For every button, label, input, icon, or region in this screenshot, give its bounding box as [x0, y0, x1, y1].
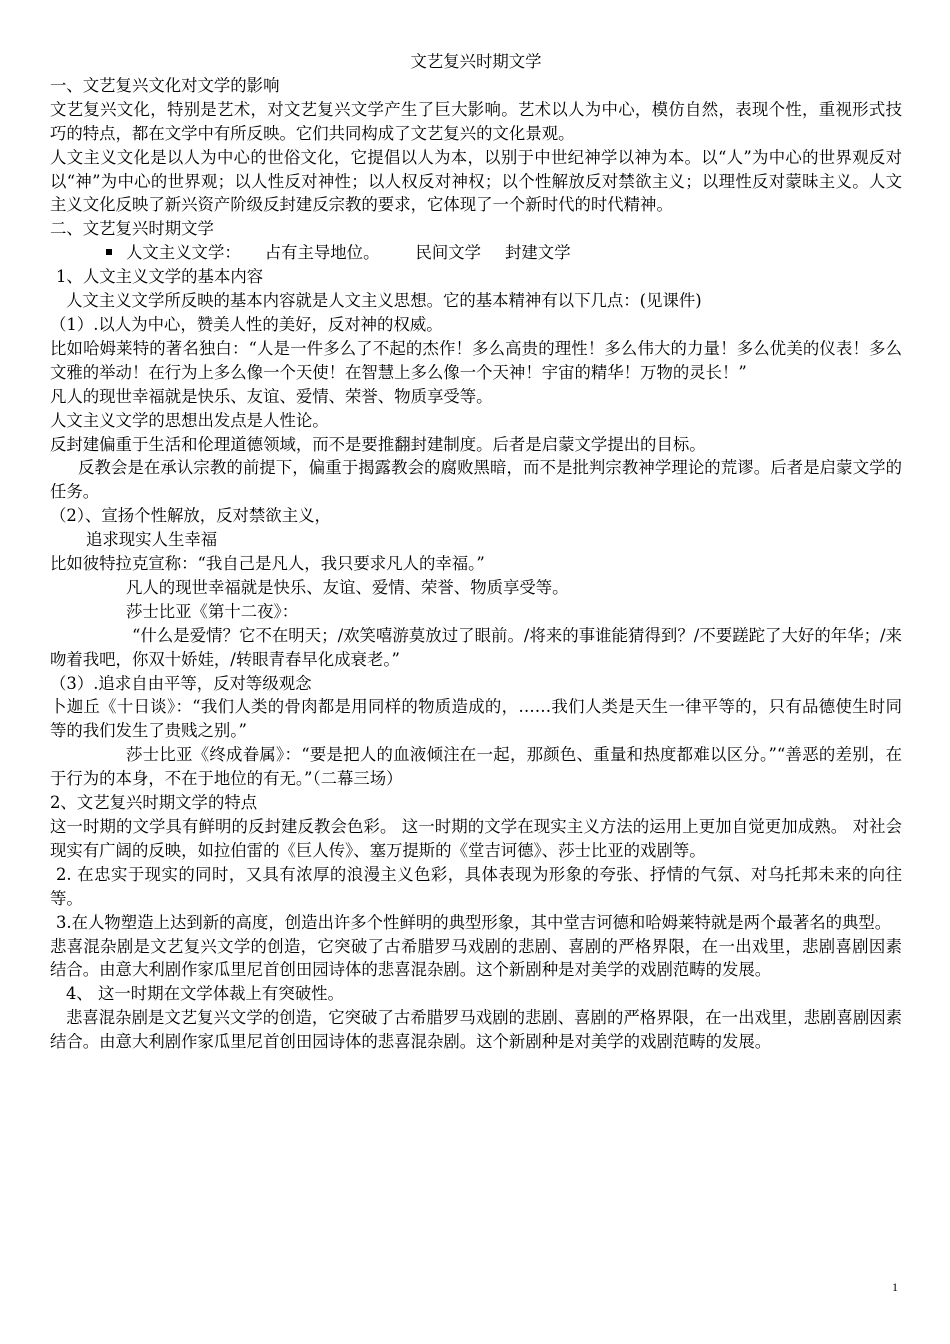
subheading: 1、人文主义文学的基本内容 — [56, 267, 264, 287]
point-heading: （2）、宣扬个性解放，反对禁欲主义， — [50, 506, 331, 526]
paragraph: 反封建偏重于生活和伦理道德领域，而不是要推翻封建制度。后者是启蒙文学提出的目标。 — [50, 434, 706, 454]
bullet-text: 民间文学 — [415, 243, 482, 263]
bullet-line — [50, 241, 902, 265]
paragraph: 反教会是在承认宗教的前提下，偏重于揭露教会的腐败黑暗，而不是批判宗教神学理论的荒谬。后者是启蒙文学的任务。 — [50, 458, 902, 502]
paragraph: 比如彼特拉克宣称：“我自己是凡人，我只要求凡人的幸福。” — [50, 554, 485, 574]
paragraph: 悲喜混杂剧是文艺复兴文学的创造，它突破了古希腊罗马戏剧的悲剧、喜剧的严格界限，在一出戏里，悲剧喜剧因素结合。由意大利剧作家瓜里尼首创田园诗体的悲喜混杂剧。这个新剧种是对美学的戏剧范畴的发展。 — [50, 936, 902, 980]
paragraph: 2. 在忠实于现实的同时，又具有浓厚的浪漫主义色彩，具体表现为形象的夸张、抒情的气氛、对乌托邦未来的向往等。 — [50, 864, 902, 908]
page-number: 1 — [892, 1280, 898, 1294]
paragraph: 莎士比亚《终成眷属》：“要是把人的血液倾注在一起，那颜色、重量和热度都难以区分。”“善恶的差别，在于行为的本身，不在于地位的有无。”（二幕三场） — [50, 745, 902, 789]
paragraph: 悲喜混杂剧是文艺复兴文学的创造，它突破了古希腊罗马戏剧的悲剧、喜剧的严格界限，在一出戏里，悲剧喜剧因素结合。由意大利剧作家瓜里尼首创田园诗体的悲喜混杂剧。这个新剧种是对美学的戏剧范畴的发展。 — [50, 1008, 902, 1052]
paragraph: 莎士比亚《第十二夜》： — [126, 601, 299, 621]
bullet-text: 人文主义文学： — [126, 243, 241, 263]
paragraph: 人文主义文学的思想出发点是人性论。 — [50, 410, 329, 430]
bullet-text: 占有主导地位。 — [264, 243, 380, 263]
point-heading: （1）.以人为中心，赞美人性的美好，反对神的权威。 — [50, 314, 443, 334]
quote: “什么是爱情？它不在明天；/欢笑嘻游莫放过了眼前。/将来的事谁能猜得到？/不要蹉跎了大好的年华；/来吻着我吧，你双十娇娃，/转眼青春早化成衰老。” — [50, 625, 902, 669]
paragraph: 比如哈姆莱特的著名独白：“人是一件多么了不起的杰作！多么高贵的理性！多么伟大的力量！多么优美的仪表！多么文雅的举动！在行为上多么像一个天使！在智慧上多么像一个天神！宇宙的精华！万物的灵长！” — [50, 338, 902, 382]
subheading: 2、文艺复兴时期文学的特点 — [50, 793, 258, 813]
paragraph: 追求现实人生幸福 — [86, 530, 218, 550]
square-bullet-icon — [106, 249, 112, 255]
bullet-text: 封建文学 — [505, 243, 571, 263]
paragraph: 人文主义文学所反映的基本内容就是人文主义思想。它的基本精神有以下几点：(见课件) — [66, 291, 702, 311]
document-title: 文艺复兴时期文学 — [410, 52, 542, 71]
paragraph: 卜迦丘《十日谈》：“我们人类的骨肉都是用同样的物质造成的，……我们人类是天生一律平等的，只有品德使生时同等的我们发生了贵贱之别。” — [50, 697, 902, 741]
section-heading-1: 一、文艺复兴文化对文学的影响 — [50, 75, 280, 95]
paragraph: 凡人的现世幸福就是快乐、友谊、爱情、荣誉、物质享受等。 — [126, 577, 569, 597]
paragraph: 人文主义文化是以人为中心的世俗文化，它提倡以人为本，以别于中世纪神学以神为本。以“人”为中心的世界观反对以“神”为中心的世界观；以人性反对神性；以人权反对神权；以个性解放反对禁欲主义；以理性反对蒙昧主义。人文主义文化反映了新兴资产阶级反封建反宗教的要求，它体现了一个新时代的时代精神。 — [50, 147, 902, 215]
paragraph: 文艺复兴文化，特别是艺术，对文艺复兴文学产生了巨大影响。艺术以人为中心，模仿自然，表现个性，重视形式技巧的特点，都在文学中有所反映。它们共同构成了文艺复兴的文化景观。 — [50, 99, 902, 143]
point-heading: （3）.追求自由平等，反对等级观念 — [50, 673, 312, 693]
subheading: 4、 这一时期在文学体裁上有突破性。 — [66, 984, 344, 1004]
document-body — [50, 50, 902, 1054]
section-heading-2: 二、文艺复兴时期文学 — [50, 219, 214, 239]
paragraph: 凡人的现世幸福就是快乐、友谊、爱情、荣誉、物质享受等。 — [50, 386, 493, 406]
paragraph: 这一时期的文学具有鲜明的反封建反教会色彩。 这一时期的文学在现实主义方法的运用上更加自觉更加成熟。 对社会现实有广阔的反映，如拉伯雷的《巨人传》、塞万提斯的《堂吉诃德》、莎士比亚的戏剧等。 — [50, 817, 902, 860]
paragraph: 3.在人物塑造上达到新的高度，创造出许多个性鲜明的典型形象，其中堂吉诃德和哈姆莱特就是两个最著名的典型。 — [56, 912, 892, 932]
